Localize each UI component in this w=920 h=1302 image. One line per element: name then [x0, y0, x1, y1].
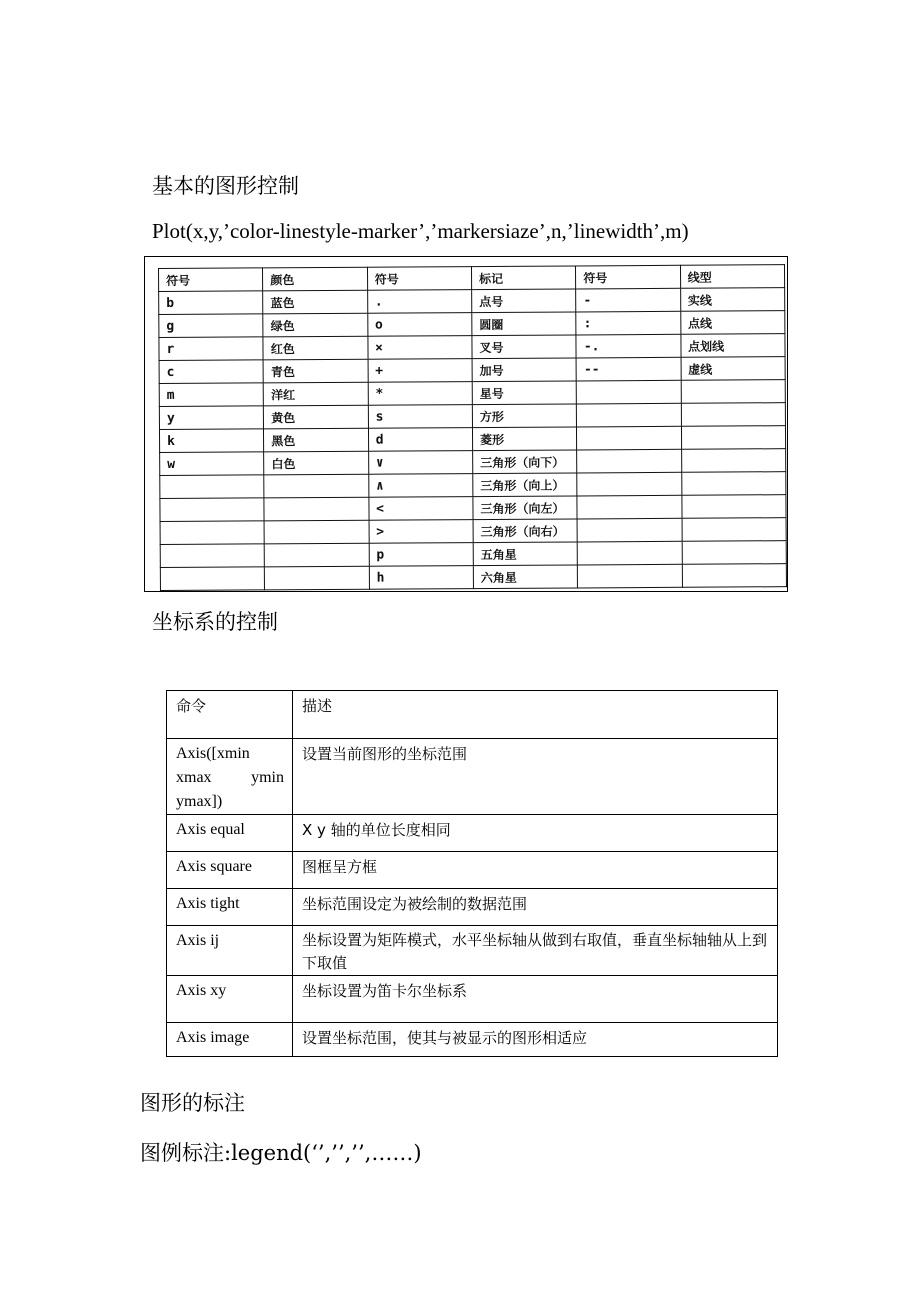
- line-symbol-cell: -: [576, 288, 680, 312]
- header-color-symbol: 符号: [159, 268, 263, 292]
- line-style-cell: 点划线: [681, 334, 785, 358]
- table-row: [167, 889, 778, 926]
- description-cell: 设置当前图形的坐标范围: [293, 739, 778, 815]
- color-name-cell: 绿色: [263, 313, 367, 337]
- marker-name-cell: 方形: [472, 404, 576, 428]
- marker-symbol-cell: d: [368, 428, 472, 452]
- line-style-cell: [681, 426, 785, 450]
- color-name-cell: 黑色: [264, 428, 368, 452]
- marker-name-cell: 三角形（向左）: [473, 496, 577, 520]
- color-name-cell: 蓝色: [263, 290, 367, 314]
- color-symbol-cell: m: [159, 383, 263, 407]
- line-style-cell: [681, 403, 785, 427]
- command-line: ymax]): [176, 793, 223, 810]
- table-row: [167, 852, 778, 889]
- header-color-name: 颜色: [263, 267, 367, 291]
- table-row: [167, 1023, 778, 1057]
- marker-name-cell: 五角星: [473, 542, 577, 566]
- description-cell: 设置坐标范围，使其与被显示的图形相适应: [293, 1023, 778, 1057]
- line-style-cell: [681, 472, 785, 496]
- line-style-cell: [682, 541, 786, 565]
- table-row: [167, 815, 778, 852]
- marker-symbol-cell: p: [369, 543, 473, 567]
- description-cell: 坐标设置为笛卡尔坐标系: [293, 976, 778, 1023]
- marker-symbol-cell: *: [368, 382, 472, 406]
- marker-name-cell: 菱形: [472, 427, 576, 451]
- color-symbol-cell: r: [159, 337, 263, 361]
- axis-command-table: [166, 690, 778, 1057]
- color-symbol-cell: c: [159, 360, 263, 384]
- marker-name-cell: 叉号: [472, 335, 576, 359]
- line-symbol-cell: -.: [576, 334, 680, 358]
- legend-syntax: 图例标注:legend(‘’,’’,’’,……): [140, 1141, 422, 1165]
- line-style-cell: 实线: [680, 288, 784, 312]
- marker-name-cell: 圆圈: [472, 312, 576, 336]
- line-symbol-cell: [577, 403, 681, 427]
- line-style-cell: [682, 518, 786, 542]
- color-name-cell: 白色: [264, 451, 368, 475]
- color-symbol-cell: g: [159, 314, 263, 338]
- heading-axis-control: 坐标系的控制: [152, 610, 278, 634]
- header-description: 描述: [293, 691, 778, 739]
- color-symbol-cell: [160, 498, 264, 522]
- color-name-cell: [265, 543, 369, 567]
- marker-symbol-cell: ∧: [368, 474, 472, 498]
- color-symbol-cell: [160, 567, 264, 591]
- color-symbol-cell: w: [160, 452, 264, 476]
- line-symbol-cell: [577, 541, 681, 565]
- command-cell: Axis ij: [167, 926, 293, 976]
- color-symbol-cell: [160, 521, 264, 545]
- color-name-cell: 黄色: [264, 405, 368, 429]
- line-style-cell: [682, 495, 786, 519]
- line-symbol-cell: [577, 426, 681, 450]
- header-line-style: 线型: [680, 265, 784, 289]
- table-row: [167, 926, 778, 976]
- marker-symbol-cell: .: [367, 290, 471, 314]
- command-line: xmax ymin: [176, 769, 284, 786]
- marker-symbol-cell: +: [368, 359, 472, 383]
- marker-symbol-cell: >: [369, 520, 473, 544]
- line-symbol-cell: [578, 564, 682, 588]
- line-style-cell: 点线: [680, 311, 784, 335]
- color-marker-linestyle-table: [158, 264, 787, 591]
- command-line: Axis([xmin: [176, 745, 250, 762]
- marker-symbol-cell: ∨: [368, 451, 472, 475]
- line-symbol-cell: [577, 495, 681, 519]
- description-cell: X y 轴的单位长度相同: [293, 815, 778, 852]
- color-name-cell: [264, 474, 368, 498]
- plot-syntax: Plot(x,y,’color-linestyle-marker’,’markersiaze’,n,’linewidth’,m): [152, 219, 689, 243]
- line-symbol-cell: [577, 380, 681, 404]
- marker-symbol-cell: ×: [368, 336, 472, 360]
- table-row: [160, 564, 786, 591]
- color-name-cell: 洋红: [264, 382, 368, 406]
- marker-name-cell: 三角形（向上）: [473, 473, 577, 497]
- command-cell: Axis square: [167, 852, 293, 889]
- marker-name-cell: 加号: [472, 358, 576, 382]
- line-symbol-cell: --: [576, 357, 680, 381]
- color-name-cell: 红色: [263, 336, 367, 360]
- command-cell: [167, 739, 293, 815]
- color-symbol-cell: y: [159, 406, 263, 430]
- marker-symbol-cell: o: [367, 313, 471, 337]
- command-cell: Axis xy: [167, 976, 293, 1023]
- line-style-cell: [682, 564, 786, 588]
- command-cell: Axis image: [167, 1023, 293, 1057]
- color-name-cell: 青色: [263, 359, 367, 383]
- heading-basic-plot-control: 基本的图形控制: [152, 174, 299, 198]
- line-style-cell: 虚线: [681, 357, 785, 381]
- color-symbol-cell: [160, 544, 264, 568]
- marker-name-cell: 三角形（向右）: [473, 519, 577, 543]
- heading-annotation: 图形的标注: [140, 1091, 245, 1115]
- header-marker-name: 标记: [471, 266, 575, 290]
- marker-name-cell: 点号: [472, 289, 576, 313]
- header-line-symbol: 符号: [576, 265, 680, 289]
- table-row: [167, 739, 778, 815]
- line-style-cell: [681, 380, 785, 404]
- line-symbol-cell: [577, 518, 681, 542]
- command-cell: Axis equal: [167, 815, 293, 852]
- axis-table-header: [167, 691, 778, 739]
- color-symbol-cell: k: [159, 429, 263, 453]
- marker-symbol-cell: <: [369, 497, 473, 521]
- header-marker-symbol: 符号: [367, 267, 471, 291]
- marker-name-cell: 星号: [472, 381, 576, 405]
- line-symbol-cell: :: [576, 311, 680, 335]
- line-symbol-cell: [577, 449, 681, 473]
- header-command: 命令: [167, 691, 293, 739]
- color-name-cell: [264, 520, 368, 544]
- color-name-cell: [265, 566, 369, 590]
- marker-symbol-cell: s: [368, 405, 472, 429]
- color-symbol-cell: b: [159, 291, 263, 315]
- description-cell: 图框呈方框: [293, 852, 778, 889]
- color-symbol-cell: [160, 475, 264, 499]
- color-name-cell: [264, 497, 368, 521]
- marker-name-cell: 六角星: [473, 565, 577, 589]
- scanned-reference-table: [144, 256, 788, 592]
- table-row: [167, 976, 778, 1023]
- description-cell: 坐标范围设定为被绘制的数据范围: [293, 889, 778, 926]
- marker-symbol-cell: h: [369, 566, 473, 590]
- description-cell: 坐标设置为矩阵模式，水平坐标轴从做到右取值，垂直坐标轴轴从上到下取值: [293, 926, 778, 976]
- line-style-cell: [681, 449, 785, 473]
- command-cell: Axis tight: [167, 889, 293, 926]
- marker-name-cell: 三角形（向下）: [473, 450, 577, 474]
- line-symbol-cell: [577, 472, 681, 496]
